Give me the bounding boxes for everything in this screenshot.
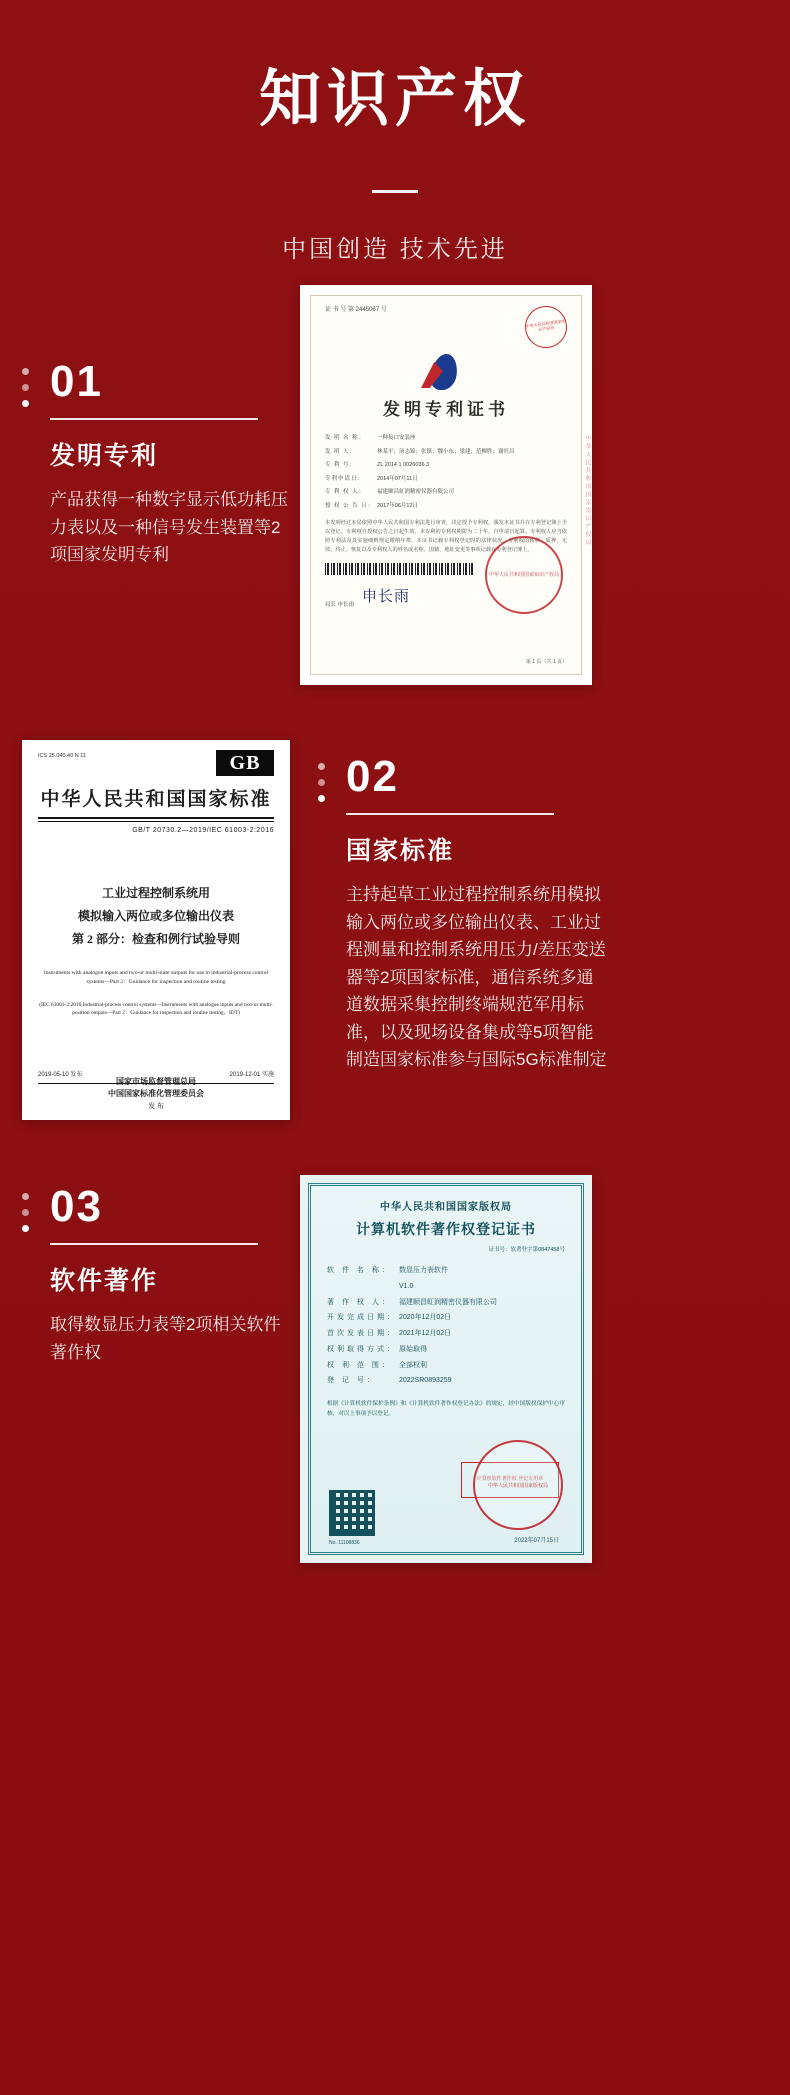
standard-issuer-suffix: 发 布 [148, 1102, 164, 1110]
software-field-value: V1.0 [399, 1282, 414, 1290]
patent-field-value: ZL 2014 1 0026036.3 [377, 462, 430, 469]
software-cert-no: 证书号：软著登字第0847458号 [488, 1247, 565, 1253]
section-03-text [22, 1182, 322, 1366]
patent-field-label: 发 明 名 称： [325, 435, 366, 442]
section-02-desc: 主持起草工业过程控制系统用模拟输入两位或多位输出仪表、工业过程测量和控制系统用压力/差压变送器等2项国家标准，通信系统多通道数据采集控制终端规范军用标准，以及现场设备集成等5项智能制造国家标准参与国际5G标准制定 [346, 885, 607, 1070]
standard-effect-date: 2019-12-01 实施 [229, 1072, 274, 1078]
software-field-key: 权利取得方式： [327, 1345, 397, 1353]
standard-name [38, 882, 274, 950]
patent-field-label: 专 利 权 人： [325, 489, 366, 496]
section-02-text [318, 752, 618, 1074]
software-field-value: 原始取得 [399, 1345, 427, 1353]
software-field-key [327, 1279, 399, 1295]
standard-issuer-1: 国家市场监督管理总局 [116, 1077, 196, 1086]
patent-field-value: 2014年07月11日 [377, 475, 418, 482]
software-field-value: 全部权利 [399, 1361, 427, 1369]
software-seal-box: 计算机软件著作权 登记专用章 [461, 1462, 559, 1498]
patent-sig-label: 局长 申长雨 [325, 602, 355, 609]
patent-certificate-image [300, 285, 592, 685]
patent-field-value: 林某平；汤志锦；张镇；魏小东；梁建；范柳胜；谢旺昌 [377, 448, 515, 455]
qr-code-icon [329, 1490, 375, 1536]
software-fields [327, 1263, 565, 1389]
standard-name-line: 模拟输入两位或多位输出仪表 [77, 909, 234, 924]
section-01-text [22, 357, 322, 569]
bullet-dots-icon [318, 763, 328, 811]
patent-fields [325, 434, 567, 511]
software-copyright-image [300, 1175, 592, 1563]
page-subtitle: 中国创造 技术先进 [282, 236, 508, 264]
page-header [0, 0, 790, 264]
software-field-value: 2020年12月02日 [399, 1314, 452, 1322]
software-note: 根据《计算机软件保护条例》和《计算机软件著作权登记办法》的规定，经中国版权保护中心审核，对以上事项予以登记。 [327, 1401, 565, 1418]
software-red-seal [473, 1440, 563, 1530]
software-title: 计算机软件著作权登记证书 [356, 1223, 536, 1238]
patent-side-stamp: 中华人民共和国国家知识产权局 [584, 435, 590, 547]
standard-en-title: Instruments with analogue inputs and two-or multi-state outputs for use in industrial-process control systems—Part 2：Guidance for inspection and routine testing [43, 969, 269, 985]
patent-top-seal: 中华人民共和国国家知识产权局 [522, 303, 569, 350]
patent-page-no: 第 1 页（共 1 页） [525, 658, 567, 665]
section-01-number: 01 [50, 357, 103, 406]
bullet-dots-icon [22, 1193, 32, 1241]
software-field-key: 开发完成日期： [327, 1314, 397, 1322]
patent-paragraph: 本发明经过本局依照中华人民共和国专利法进行审查，决定授予专利权，颁发本证书并在专利登记簿上予以登记。专利权自授权公告之日起生效。本专利的专利权期限为二十年，自申请日起算。专利权人应当依照专利法及其实施细则规定缴纳年费。本证书记载专利权登记时的法律状况。专利权的转移、质押、无效、终止、恢复以及专利权人的姓名或名称、国籍、地址变更等事项记载在专利登记簿上。 [325, 519, 567, 554]
software-qr-no: No. 11108836 [329, 1540, 360, 1546]
software-field-key: 登 记 号： [327, 1377, 377, 1385]
section-01-desc: 产品获得一种数字显示低功耗压力表以及一种信号发生装置等2项国家发明专利 [50, 490, 288, 565]
section-02-title: 国家标准 [346, 837, 455, 865]
section-01-title: 发明专利 [50, 442, 159, 470]
software-field-key: 权 利 范 围： [327, 1361, 392, 1369]
bullet-dots-icon [22, 368, 32, 416]
patent-field-label: 发 明 人： [325, 448, 357, 455]
section-03-number: 03 [50, 1182, 103, 1231]
patent-seal-text: 中华人民共和国国家知识产权局 [488, 571, 559, 578]
barcode-icon [325, 563, 475, 575]
software-seal-text: 中华人民共和国国家版权局 [487, 1482, 548, 1489]
standard-divider-2 [38, 821, 274, 822]
standard-issue-date: 2019-05-10 发布 [38, 1072, 83, 1078]
section-03-desc: 取得数显压力表等2项相关软件著作权 [50, 1315, 281, 1362]
standard-ics: ICS 25.040.40 N 11 [38, 753, 86, 759]
section-02-underline [346, 813, 554, 815]
standard-en-note: (IEC 61003-2:2016,Industrial-process control systems—Instruments with analogue inputs and two-or multi-position outputs—Part 2：Guidance for inspection and routine testing，IDT) [39, 1001, 273, 1017]
patent-field-label: 专 利 号： [325, 462, 357, 469]
standard-divider [38, 817, 274, 819]
section-02-number: 02 [346, 752, 399, 801]
software-field-value: 福建顺昌虹润精密仪器有限公司 [399, 1298, 497, 1306]
patent-field-value: 2017年06月12日 [377, 502, 418, 509]
title-divider [372, 190, 418, 193]
software-date: 2022年07月15日 [514, 1538, 559, 1544]
software-field-value: 2022SR0893259 [399, 1377, 452, 1385]
software-field-key: 首次发表日期： [327, 1330, 397, 1337]
standard-number: GB/T 20730.2—2019/IEC 61003-2:2016 [132, 827, 274, 835]
patent-red-seal [485, 536, 563, 614]
software-field-value: 2021年12月02日 [399, 1330, 452, 1337]
gb-logo-icon: GB [216, 750, 274, 776]
section-03-title: 软件著作 [50, 1267, 159, 1295]
page-title: 知识产权 [258, 65, 531, 134]
patent-field-label: 授 权 公 告 日： [325, 502, 375, 509]
software-org: 中华人民共和国国家版权局 [380, 1202, 512, 1213]
standard-name-line: 第 2 部分：检查和例行试验导则 [71, 931, 240, 946]
patent-emblem-icon [417, 352, 475, 394]
national-standard-image [22, 740, 290, 1120]
software-field-key: 软 件 名 称： [327, 1267, 392, 1274]
standard-title: 中华人民共和国国家标准 [40, 789, 272, 811]
standard-issuer-2: 中国国家标准化管理委员会 [108, 1089, 204, 1098]
software-field-key: 著 作 权 人： [327, 1298, 392, 1306]
software-field-value: 数显压力表软件 [399, 1267, 448, 1274]
standard-name-line: 工业过程控制系统用 [101, 886, 210, 901]
patent-field-value: 福建顺昌虹润精密仪器有限公司 [377, 489, 455, 496]
patent-signature: 申长雨 [362, 589, 411, 606]
patent-field-value: 一种接口安装座 [377, 435, 416, 442]
section-03-underline [50, 1243, 258, 1245]
patent-cert-title: 发明专利证书 [383, 400, 509, 419]
patent-cert-no: 证 书 号 第 2445067 号 [325, 307, 387, 313]
patent-field-label: 专利申请日： [325, 475, 365, 482]
section-01-underline [50, 418, 258, 420]
